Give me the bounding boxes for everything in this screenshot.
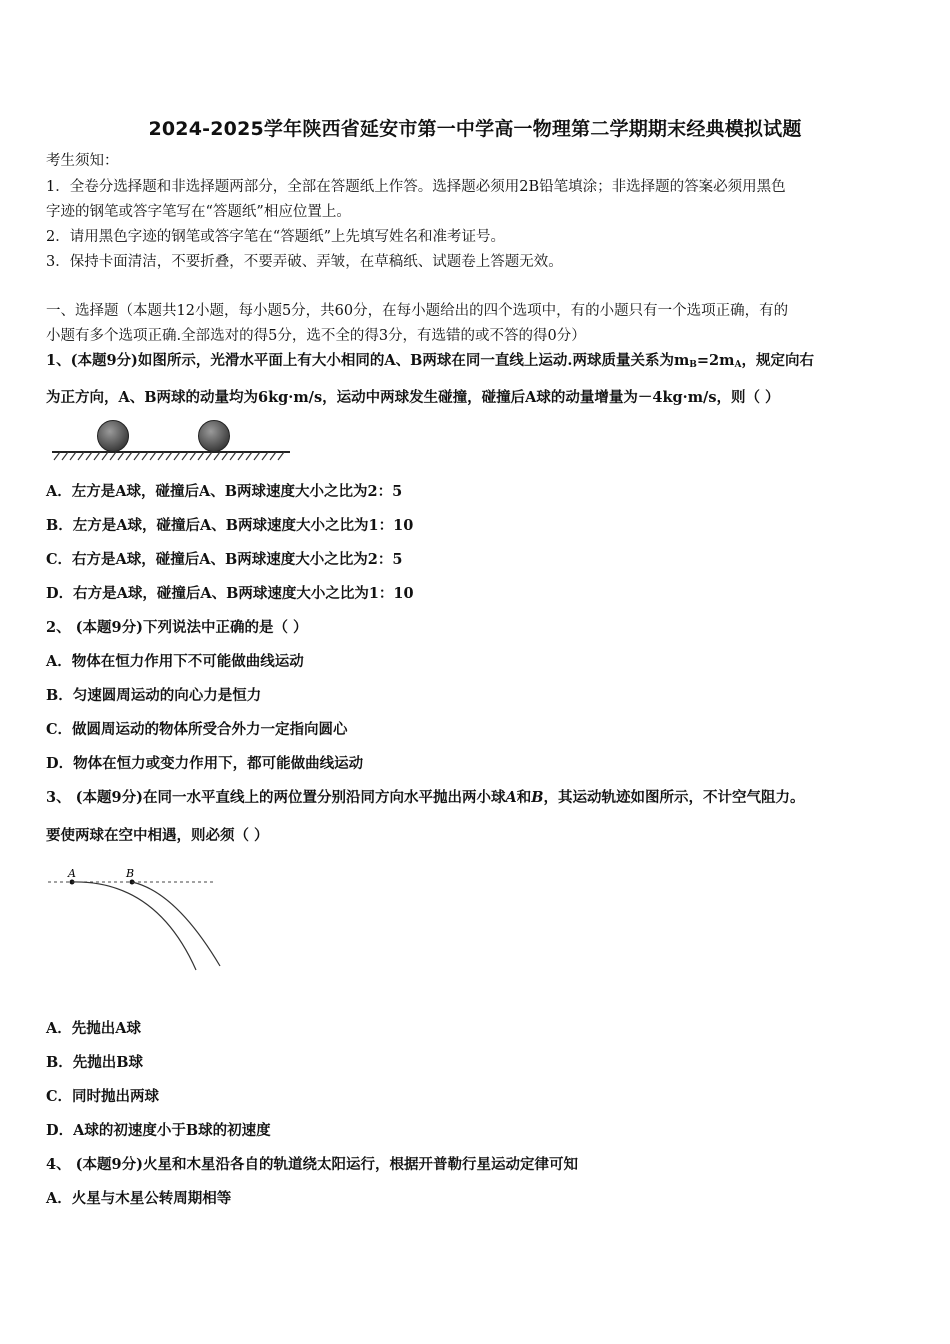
q1-stem-line-2: 为正方向，A、B两球的动量均为6kg·m/s，运动中两球发生碰撞，碰撞后A球的动量增量为－4kg·m/s，则（ ） bbox=[46, 389, 780, 406]
q1-subscript-a: A bbox=[734, 360, 742, 370]
q1-stem-line-1 bbox=[46, 354, 814, 370]
q4-option-a: A．火星与木星公转周期相等 bbox=[46, 1190, 232, 1207]
ball-right bbox=[199, 421, 230, 452]
q3-ball-a-label: A bbox=[505, 789, 517, 806]
fig-label-b: B bbox=[126, 867, 135, 880]
q1-stem-part-a: 1、(本题9分)如图所示，光滑水平面上有大小相同的A、B两球在同一直线上运动.两球质量关系为m bbox=[46, 352, 690, 369]
q3-figure-trajectories bbox=[46, 862, 226, 974]
q3-and: 和 bbox=[516, 789, 532, 806]
q1-subscript-b: B bbox=[689, 360, 697, 370]
q3-option-b: B．先抛出B球 bbox=[46, 1054, 144, 1071]
q2-stem: 2、 (本题9分)下列说法中正确的是（ ） bbox=[46, 619, 308, 636]
ball-left bbox=[98, 421, 129, 452]
notice-item-2: 2．请用黑色字迹的钢笔或答字笔在“答题纸”上先填写姓名和准考证号。 bbox=[46, 229, 506, 245]
q1-option-c: C．右方是A球，碰撞后A、B两球速度大小之比为2：5 bbox=[46, 551, 403, 568]
trajectory-a bbox=[72, 882, 196, 970]
exam-title: 2024-2025学年陕西省延安市第一中学高一物理第二学期期末经典模拟试题 bbox=[148, 118, 802, 140]
q3-option-c: C．同时抛出两球 bbox=[46, 1088, 160, 1105]
q3-option-d: D．A球的初速度小于B球的初速度 bbox=[46, 1122, 271, 1139]
q2-option-c: C．做圆周运动的物体所受合外力一定指向圆心 bbox=[46, 721, 348, 738]
ground-hatching bbox=[54, 452, 284, 460]
q3-stem-line-1 bbox=[46, 791, 804, 806]
q3-ball-b-label: B bbox=[531, 789, 544, 806]
q1-option-b: B．左方是A球，碰撞后A、B两球速度大小之比为1：10 bbox=[46, 517, 414, 534]
notice-item-1-cont: 字迹的钢笔或答字笔写在“答题纸”相应位置上。 bbox=[46, 204, 351, 220]
q3-option-a: A．先抛出A球 bbox=[46, 1020, 142, 1037]
q1-stem-part-b: =2m bbox=[696, 352, 735, 369]
fig-label-a: A bbox=[68, 867, 76, 880]
q1-stem-part-c: ，规定向右 bbox=[741, 352, 814, 369]
q1-option-d: D．右方是A球，碰撞后A、B两球速度大小之比为1：10 bbox=[46, 585, 414, 602]
notice-item-1: 1．全卷分选择题和非选择题两部分，全部在答题纸上作答。选择题必须用2B铅笔填涂；非选择题的答案必须用黑色 bbox=[46, 179, 786, 195]
q3-stem-line-2: 要使两球在空中相遇，则必须（ ） bbox=[46, 827, 269, 844]
q3-stem-part-a: 3、 (本题9分)在同一水平直线上的两位置分别沿同方向水平抛出两小球 bbox=[46, 789, 506, 806]
trajectory-b bbox=[132, 882, 220, 966]
q2-option-d: D．物体在恒力或变力作用下，都可能做曲线运动 bbox=[46, 755, 364, 772]
q2-option-a: A．物体在恒力作用下不可能做曲线运动 bbox=[46, 653, 304, 670]
section-header-line-2: 小题有多个选项正确.全部选对的得5分，选不全的得3分，有选错的或不答的得0分） bbox=[46, 328, 586, 344]
section-header-line-1: 一、选择题（本题共12小题，每小题5分，共60分，在每小题给出的四个选项中，有的小题只有一个选项正确，有的 bbox=[46, 303, 789, 319]
q1-option-a: A．左方是A球，碰撞后A、B两球速度大小之比为2：5 bbox=[46, 483, 403, 500]
q3-stem-part-b: ，其运动轨迹如图所示，不计空气阻力。 bbox=[543, 789, 805, 806]
notice-heading: 考生须知： bbox=[46, 153, 119, 169]
q2-option-b: B．匀速圆周运动的向心力是恒力 bbox=[46, 687, 262, 704]
q1-figure-two-balls bbox=[50, 418, 300, 464]
notice-item-3: 3．保持卡面清洁，不要折叠，不要弄破、弄皱，在草稿纸、试题卷上答题无效。 bbox=[46, 254, 563, 270]
q4-stem: 4、 (本题9分)火星和木星沿各自的轨道绕太阳运行，根据开普勒行星运动定律可知 bbox=[46, 1156, 578, 1173]
